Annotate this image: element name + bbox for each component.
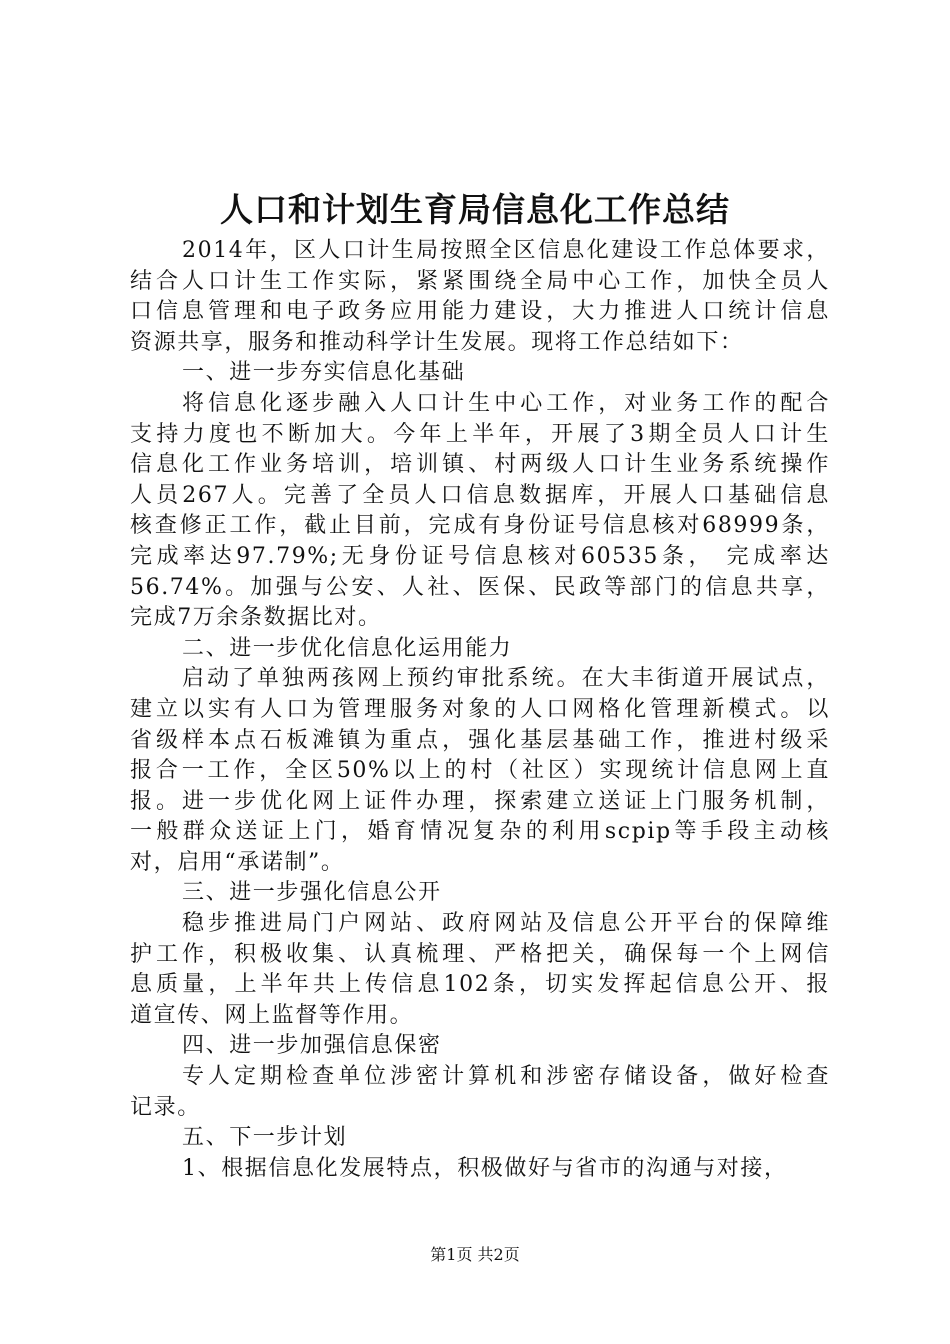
text-line: 支持力度也不断加大。今年上半年，开展了3期全员人口计生 [130,421,830,447]
document-body [130,236,830,1184]
text-line: 建立以实有人口为管理服务对象的人口网格化管理新模式。以 [130,696,830,722]
text-line: 四、进一步加强信息保密 [182,1033,442,1059]
text-line: 专人定期检查单位涉密计算机和涉密存储设备，做好检查 [182,1064,830,1090]
text-line: 1、根据信息化发展特点，积极做好与省市的沟通与对接， [182,1155,788,1181]
text-line: 道宣传、网上监督等作用。 [130,1002,414,1028]
document-title: 人口和计划生育局信息化工作总结 [220,190,730,229]
text-line: 一般群众送证上门，婚育情况复杂的利用scpip等手段主动核 [130,819,830,845]
text-line: 对，启用“承诺制”。 [130,849,345,875]
text-line: 2014年，区人口计生局按照全区信息化建设工作总体要求， [182,238,830,263]
text-line: 启动了单独两孩网上预约审批系统。在大丰街道开展试点， [182,666,830,692]
text-line: 资源共享，服务和推动科学计生发展。现将工作总结如下： [130,329,744,355]
text-line: 三、进一步强化信息公开 [182,880,442,906]
page-footer: 第1页 共2页 [430,1245,520,1264]
text-line: 56.74%。加强与公安、人社、医保、民政等部门的信息共享， [130,574,830,600]
text-line: 报。进一步优化网上证件办理，探索建立送证上门服务机制， [130,788,830,814]
text-line: 五、下一步计划 [182,1125,348,1151]
text-line: 二、进一步优化信息化运用能力 [182,635,513,661]
text-line: 口信息管理和电子政务应用能力建设，大力推进人口统计信息 [130,299,830,325]
text-line: 记录。 [130,1094,201,1120]
text-line: 息质量，上半年共上传信息102条，切实发挥起信息公开、报 [130,972,830,998]
text-line: 完成7万余条数据比对。 [130,605,382,631]
text-line: 完成率达97.79%;无身份证号信息核对60535条， 完成率达 [130,543,830,569]
text-line: 结合人口计生工作实际，紧紧围绕全局中心工作，加快全员人 [130,268,830,294]
text-line: 报合一工作，全区50%以上的村（社区）实现统计信息网上直 [130,758,830,784]
text-line: 护工作，积极收集、认真梳理、严格把关，确保每一个上网信 [130,941,830,967]
text-line: 人员267人。完善了全员人口信息数据库，开展人口基础信息 [130,482,830,508]
text-line: 信息化工作业务培训，培训镇、村两级人口计生业务系统操作 [130,452,830,478]
text-line: 省级样本点石板滩镇为重点，强化基层基础工作，推进村级采 [130,727,830,753]
text-line: 将信息化逐步融入人口计生中心工作，对业务工作的配合 [182,390,830,416]
text-line: 一、进一步夯实信息化基础 [182,360,466,386]
text-line: 稳步推进局门户网站、政府网站及信息公开平台的保障维 [182,911,830,937]
text-line: 核查修正工作，截止目前，完成有身份证号信息核对68999条， [130,513,830,539]
